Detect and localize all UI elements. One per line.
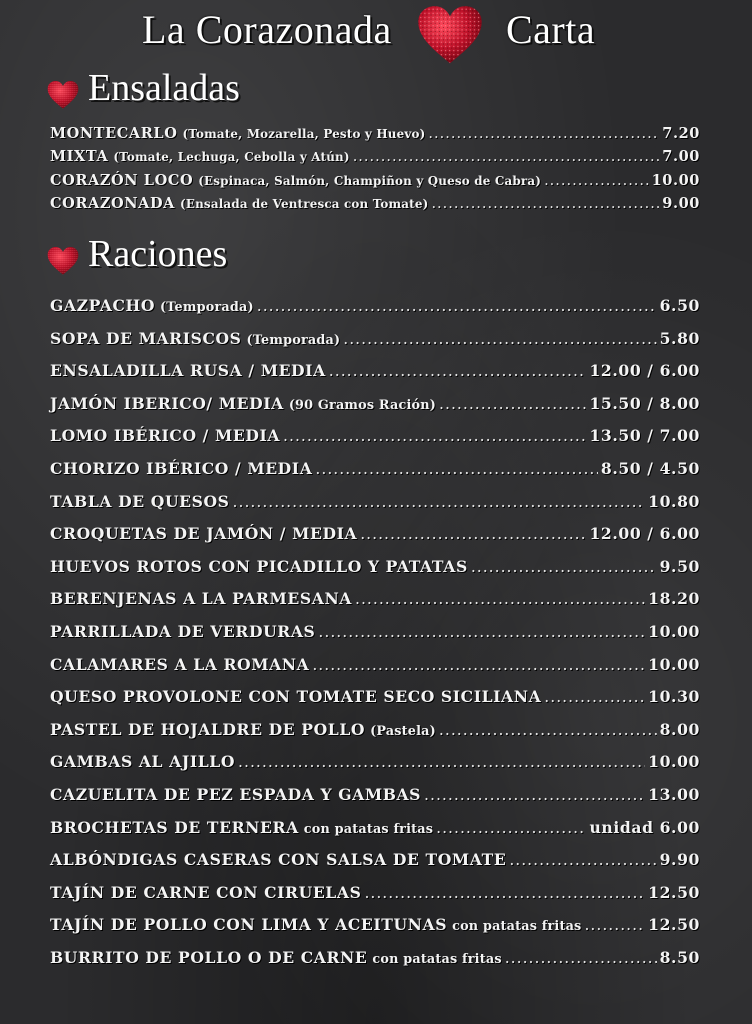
menu-item-price: 13.50 / 7.00: [589, 426, 700, 446]
dot-leader: [431, 196, 659, 212]
menu-item-price: 13.00: [648, 784, 700, 804]
menu-item-name-group: [50, 492, 230, 511]
menu-item: [50, 172, 700, 195]
dot-leader: [315, 460, 597, 478]
menu-item: [50, 687, 700, 720]
menu-item-name-group: [50, 195, 428, 212]
menu-item-name-group: [50, 720, 436, 739]
menu-item-name: QUESO PROVOLONE CON TOMATE SECO SICILIANA: [50, 687, 542, 707]
menu-item-price: unidad 6.00: [589, 817, 700, 837]
menu-item: [50, 524, 700, 557]
dot-leader: [509, 851, 656, 869]
menu-item-name: CORAZÓN LOCO: [50, 171, 194, 189]
menu-item-price: 15.50 / 8.00: [589, 393, 700, 413]
menu-item-price: 7.20: [662, 125, 700, 142]
menu-item-price: 10.00: [648, 752, 700, 772]
menu-item-price: 10.00: [648, 654, 700, 674]
menu-item-name-group: [50, 296, 254, 315]
menu-item-name: SOPA DE MARISCOS: [50, 328, 242, 348]
dot-leader: [544, 173, 649, 189]
dot-leader: [257, 297, 657, 315]
dot-leader: [424, 786, 645, 804]
dot-leader: [329, 362, 587, 380]
menu-item-name-group: [50, 818, 433, 837]
dot-leader: [471, 558, 657, 576]
heart-icon: [410, 4, 490, 66]
menu-item-name: BROCHETAS DE TERNERA: [50, 817, 299, 837]
menu-item-name: LOMO IBÉRICO / MEDIA: [50, 426, 281, 446]
menu-item-name-group: [50, 459, 312, 478]
menu-item: [50, 915, 700, 948]
menu-item-note: (Temporada): [160, 300, 254, 315]
menu-item-name-group: [50, 883, 361, 902]
menu-item-note: (Temporada): [246, 332, 341, 348]
menu-item: [50, 148, 700, 171]
menu-item-name: BURRITO DE POLLO O DE CARNE: [50, 947, 368, 967]
menu-item: [50, 589, 700, 622]
menu-item-name: CAZUELITA DE PEZ ESPADA Y GAMBAS: [50, 784, 422, 804]
menu-item-price: 6.50: [659, 296, 700, 315]
menu-item: [50, 296, 700, 329]
menu-item-name: MIXTA: [50, 148, 109, 166]
menu-item-name: TAJÍN DE POLLO CON LIMA Y ACEITUNAS: [50, 915, 448, 935]
menu-item: [50, 394, 700, 427]
dot-leader: [353, 149, 660, 165]
menu-item: [50, 818, 700, 851]
menu-item-name: BERENJENAS A LA PARMESANA: [50, 589, 352, 609]
menu-item: [50, 948, 700, 981]
menu-item-price: 9.90: [659, 850, 700, 870]
menu-item-name-group: [50, 329, 340, 348]
menu-item: [50, 125, 700, 148]
dot-leader: [439, 721, 657, 739]
dot-leader: [233, 493, 646, 511]
dot-leader: [428, 126, 659, 142]
menu-item-name-group: [50, 752, 235, 771]
menu-item-note: (Ensalada de Ventresca con Tomate): [180, 196, 429, 211]
menu-item-price: 8.50 / 4.50: [600, 458, 700, 478]
raciones-list: [50, 296, 700, 980]
menu-item-name-group: [50, 426, 280, 445]
menu-item-price: 8.50: [659, 947, 700, 967]
menu-item: [50, 557, 700, 590]
dot-leader: [318, 623, 645, 641]
menu-item-note: (Tomate, Lechuga, Cebolla y Atún): [113, 150, 350, 165]
section-title-ensaladas: Ensaladas: [88, 67, 240, 109]
menu-item: [50, 850, 700, 883]
menu-item-name-group: [50, 785, 421, 804]
menu-item-name: MONTECARLO: [50, 125, 178, 142]
menu-item-name: TAJÍN DE CARNE CON CIRUELAS: [50, 882, 362, 902]
menu-item-name-group: [50, 394, 436, 413]
menu-item-note: (Espinaca, Salmón, Champiñon y Queso de Cabra): [198, 173, 542, 188]
menu-item-name-group: [50, 655, 309, 674]
menu-item: [50, 459, 700, 492]
menu-item-price: 10.00: [651, 171, 700, 189]
menu-item: [50, 883, 700, 916]
menu-item-name: ALBÓNDIGAS CASERAS CON SALSA DE TOMATE: [50, 850, 507, 870]
menu-item-name: CORAZONADA: [50, 194, 176, 212]
menu-item-price: 10.80: [648, 491, 700, 511]
ensaladas-list: [50, 125, 700, 218]
menu-item-note: (Pastela): [370, 723, 436, 739]
heart-icon: [46, 80, 80, 110]
dot-leader: [355, 590, 645, 608]
dot-leader: [283, 427, 586, 445]
menu-item-name: TABLA DE QUESOS: [50, 491, 230, 511]
menu-item: [50, 426, 700, 459]
menu-item-name-group: [50, 524, 357, 543]
menu-item: [50, 361, 700, 394]
menu-item-price: 10.00: [648, 621, 700, 641]
menu-item: [50, 492, 700, 525]
dot-leader: [436, 819, 586, 837]
menu-item-note: con patatas fritas: [372, 951, 502, 967]
menu-item-price: 9.00: [662, 194, 700, 212]
dot-leader: [439, 395, 586, 413]
menu-item-name: PASTEL DE HOJALDRE DE POLLO: [50, 719, 366, 739]
heart-icon: [46, 246, 80, 276]
menu-item-price: 12.00 / 6.00: [589, 361, 700, 381]
menu-item-price: 8.00: [659, 719, 700, 739]
menu-item-name-group: [50, 557, 468, 576]
menu-item-name-group: [50, 148, 350, 165]
menu-title: Carta: [506, 7, 596, 52]
menu-item: [50, 720, 700, 753]
menu-item-name-group: [50, 361, 326, 380]
menu-item-name-group: [50, 687, 541, 706]
menu-item-price: 7.00: [662, 148, 700, 166]
dot-leader: [360, 525, 586, 543]
menu-item-price: 9.50: [659, 556, 700, 576]
menu-item-price: 18.20: [648, 589, 700, 609]
menu-item-name: PARRILLADA DE VERDURAS: [50, 621, 316, 641]
menu-item-name-group: [50, 589, 352, 608]
menu-item-name: CALAMARES A LA ROMANA: [50, 654, 310, 674]
dot-leader: [312, 656, 645, 674]
menu-item-name-group: [50, 622, 315, 641]
menu-item-name-group: [50, 915, 581, 934]
menu-item-name: CHORIZO IBÉRICO / MEDIA: [50, 458, 313, 478]
menu-item-note: (90 Gramos Ración): [288, 397, 437, 413]
menu-item-price: 12.00 / 6.00: [589, 524, 700, 544]
dot-leader: [238, 753, 645, 771]
dot-leader: [584, 916, 645, 934]
menu-item: [50, 785, 700, 818]
menu-item-name-group: [50, 125, 425, 142]
dot-leader: [505, 949, 657, 967]
menu-item-name: ENSALADILLA RUSA / MEDIA: [50, 361, 326, 381]
restaurant-name: La Corazonada: [142, 7, 392, 52]
menu-item: [50, 752, 700, 785]
menu-item-price: 10.30: [648, 687, 700, 707]
dot-leader: [544, 688, 645, 706]
section-title-raciones: Raciones: [88, 233, 228, 275]
menu-item-name: GAMBAS AL AJILLO: [50, 752, 236, 772]
menu-item-price: 5.80: [659, 328, 700, 348]
menu-item-name: CROQUETAS DE JAMÓN / MEDIA: [50, 524, 358, 544]
menu-item-note: (Tomate, Mozarella, Pesto y Huevo): [182, 127, 426, 141]
menu-item: [50, 195, 700, 218]
menu-item: [50, 329, 700, 362]
menu-item-price: 12.50: [648, 915, 700, 935]
menu-item-name-group: [50, 172, 541, 189]
menu-item-note: con patatas fritas: [303, 821, 434, 837]
menu-item-note: con patatas fritas: [452, 919, 582, 935]
dot-leader: [343, 330, 656, 348]
menu-item-name-group: [50, 850, 506, 869]
menu-item-name: JAMÓN IBERICO/ MEDIA: [50, 393, 284, 413]
dot-leader: [364, 884, 645, 902]
menu-item-name: HUEVOS ROTOS CON PICADILLO Y PATATAS: [50, 556, 468, 576]
menu-header: [0, 4, 752, 60]
menu-item-price: 12.50: [648, 882, 700, 902]
menu-item: [50, 655, 700, 688]
menu-item-name-group: [50, 948, 502, 967]
menu-item-name: GAZPACHO: [50, 296, 156, 315]
menu-item: [50, 622, 700, 655]
